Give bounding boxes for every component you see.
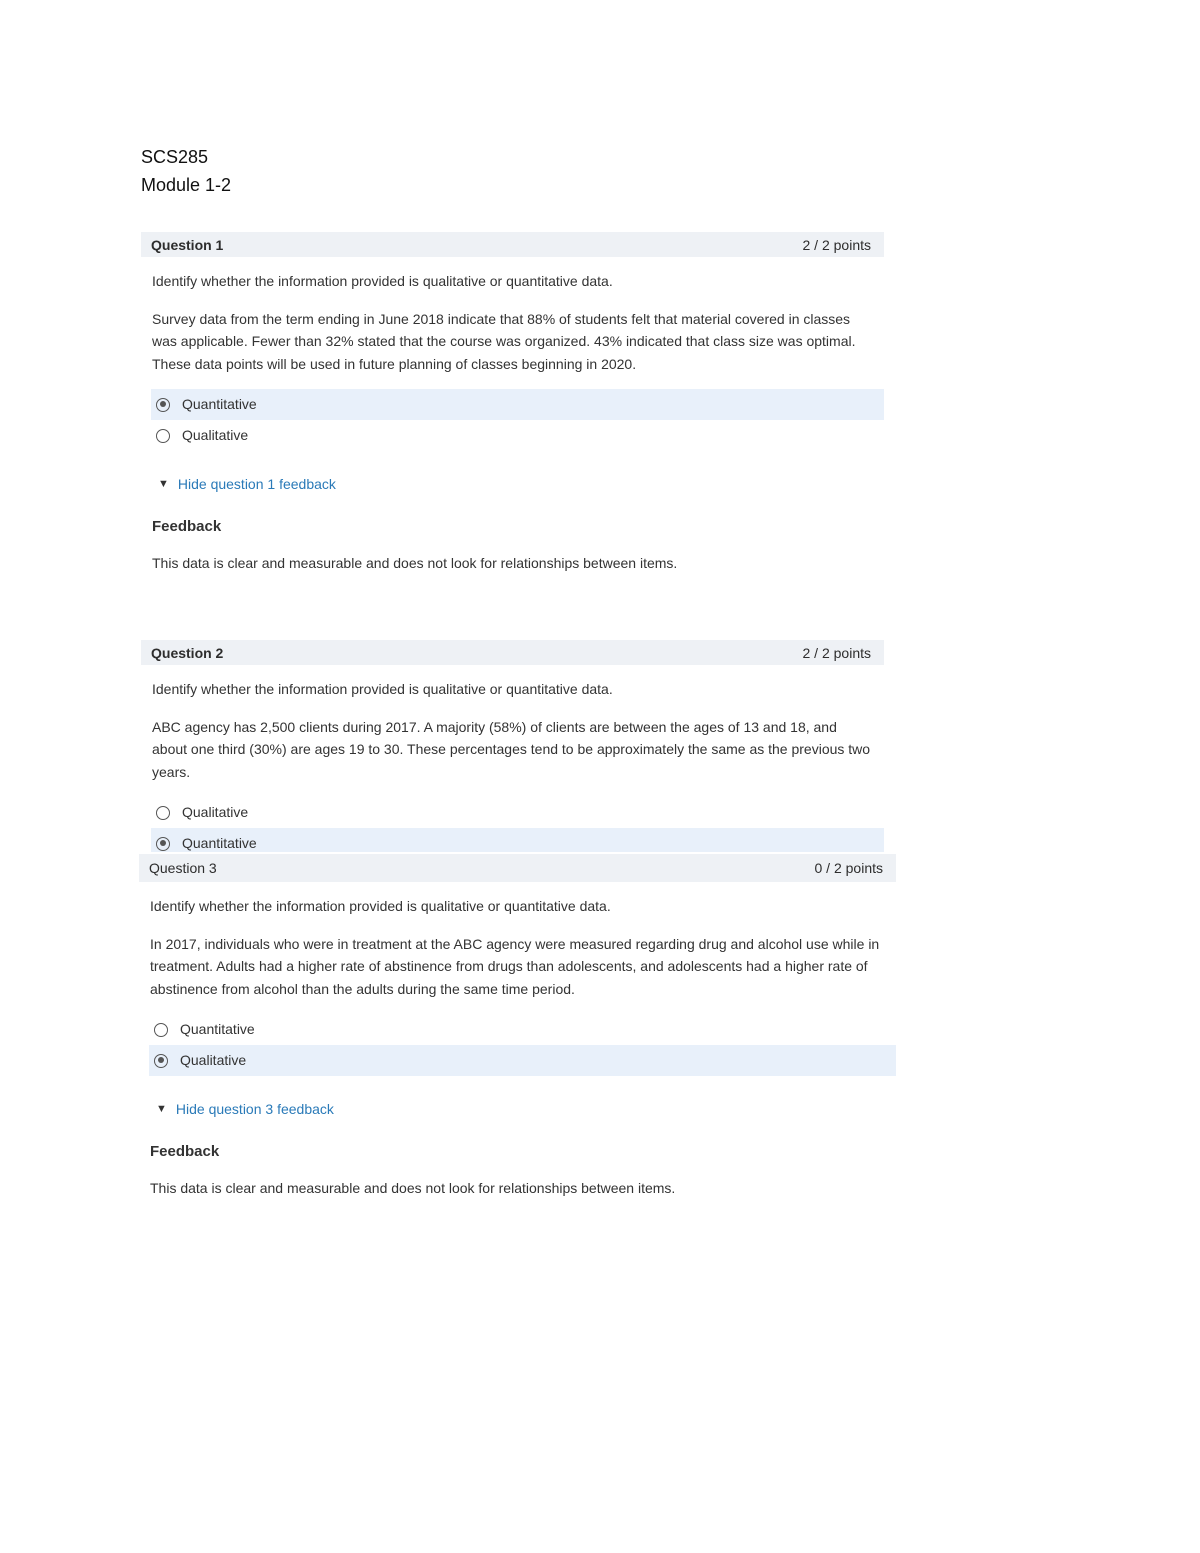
course-code: SCS285 — [141, 147, 209, 167]
question-points: 2 / 2 points — [802, 644, 871, 661]
question-prompt: Identify whether the information provided is qualitative or quantitative data. — [150, 898, 611, 914]
option-label: Quantitative — [182, 835, 257, 852]
feedback-heading: Feedback — [152, 517, 222, 535]
answer-option-qualitative[interactable] — [151, 797, 884, 828]
hide-feedback-link[interactable] — [152, 473, 873, 496]
module-title: Module 1-2 — [141, 175, 232, 195]
document-header — [141, 143, 231, 199]
radio-checked-icon[interactable] — [156, 398, 170, 412]
feedback-text: This data is clear and measurable and does not look for relationships between items. — [150, 1180, 676, 1196]
question-title: Question 3 — [149, 860, 217, 876]
question-2 — [141, 640, 884, 852]
question-stem: ABC agency has 2,500 clients during 2017. A majority (58%) of clients are between the ages of 13 and 18, and about one third (30%) are ages 19 to 30. These percentages tend to be approximately the same as the previous two years. — [152, 718, 871, 780]
question-stem: In 2017, individuals who were in treatment at the ABC agency were measured regarding drug and alcohol use while in treatment. Adults had a higher rate of abstinence from drugs than adolescents, and adolescents had a higher rate of abstinence from alcohol than the adults during the same time period. — [150, 935, 880, 997]
radio-checked-icon[interactable] — [154, 1054, 168, 1068]
question-title: Question 2 — [151, 644, 224, 661]
answer-option-quantitative[interactable] — [151, 389, 884, 420]
option-label: Quantitative — [180, 1021, 255, 1038]
answer-option-quantitative[interactable] — [151, 828, 884, 852]
question-prompt: Identify whether the information provided is qualitative or quantitative data. — [152, 273, 613, 289]
question-prompt: Identify whether the information provided is qualitative or quantitative data. — [152, 681, 613, 697]
hide-feedback-label[interactable]: Hide question 3 feedback — [175, 1101, 334, 1117]
question-title: Question 1 — [151, 236, 224, 253]
answer-option-quantitative[interactable] — [149, 1014, 896, 1045]
caret-down-icon: ▼ — [158, 478, 169, 490]
question-points: 2 / 2 points — [802, 236, 871, 253]
radio-unchecked-icon[interactable] — [156, 429, 170, 443]
answer-options — [149, 1014, 896, 1076]
question-stem: Survey data from the term ending in June 2018 indicate that 88% of students felt that material covered in classes was applicable. Fewer than 32% stated that the course was organized. 43% indicated that class size was optimal. These data points will be used in future planning of classes beginning in 2020. — [152, 310, 856, 372]
option-label: Quantitative — [182, 396, 257, 413]
answer-option-qualitative[interactable] — [151, 420, 884, 451]
feedback-text: This data is clear and measurable and does not look for relationships between items. — [152, 555, 678, 571]
question-header — [139, 854, 896, 882]
answer-options — [151, 797, 884, 852]
answer-options — [151, 389, 884, 451]
radio-unchecked-icon[interactable] — [154, 1023, 168, 1037]
hide-feedback-link[interactable] — [150, 1098, 885, 1121]
radio-unchecked-icon[interactable] — [156, 806, 170, 820]
option-label: Qualitative — [180, 1052, 247, 1069]
question-points: 0 / 2 points — [814, 860, 883, 876]
answer-option-qualitative[interactable] — [149, 1045, 896, 1076]
caret-down-icon: ▼ — [156, 1103, 167, 1115]
radio-checked-icon[interactable] — [156, 837, 170, 851]
option-label: Qualitative — [182, 427, 249, 444]
hide-feedback-label[interactable]: Hide question 1 feedback — [177, 476, 336, 492]
option-label: Qualitative — [182, 804, 249, 821]
feedback-heading: Feedback — [150, 1142, 220, 1160]
question-1 — [141, 232, 884, 575]
question-3 — [139, 854, 896, 1200]
question-header — [141, 232, 884, 257]
question-header — [141, 640, 884, 665]
